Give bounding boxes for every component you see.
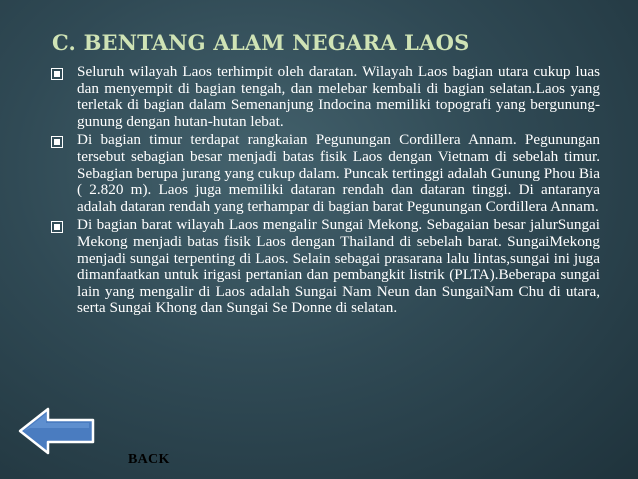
left-arrow-icon: [20, 409, 93, 453]
square-bullet-icon: [51, 136, 63, 148]
bullet-item: [48, 132, 600, 215]
bullet-item: [48, 217, 600, 317]
bullet-text: Di bagian barat wilayah Laos mengalir Sungai Mekong. Sebagaian besar jalurSungai Mekong menjadi batas fisik Laos dengan Thailand di sebelah barat. SungaiMekong menjadi sungai terpenting di Laos. Selain sebagai prasarana lalu lintas,sungai ini juga dimanfaatkan untuk irigasi pertanian dan pembangkit listrik (PLTA).Beberapa sungai lain yang mengalir di Laos adalah Sungai Nam Neun dan SungaiNam Chu di utara, serta Sungai Khong dan Sungai Se Donne di selatan.: [77, 216, 600, 317]
bullet-text: Seluruh wilayah Laos terhimpit oleh daratan. Wilayah Laos bagian utara cukup luas dan menyempit di bagian tengah, dan melebar kembali di bagian selatan.Laos yang terletak di bagian dalam Semenanjung Indocina memiliki topografi yang bergunung-gunung dengan hutan-hutan lebat.: [77, 63, 600, 130]
square-bullet-icon: [51, 221, 63, 233]
slide-title: C. BENTANG ALAM NEGARA LAOS: [52, 30, 470, 55]
bullet-list: [48, 64, 600, 319]
back-arrow-button[interactable]: [18, 406, 96, 456]
square-bullet-icon: [51, 68, 63, 80]
bullet-item: [48, 64, 600, 130]
bullet-text: Di bagian timur terdapat rangkaian Pegunungan Cordillera Annam. Pegunungan tersebut sebagian besar menjadi batas fisik Laos dengan Vietnam di sebelah timur. Sebagian berupa jurang yang cukup dalam. Puncak tertinggi adalah Gunung Phou Bia ( 2.820 m). Laos juga memiliki dataran rendah dan dataran tinggi. Di antaranya adalah dataran rendah yang terhampar di bagian barat Pegunungan Cordillera Annam.: [77, 131, 600, 215]
back-link[interactable]: BACK: [128, 452, 170, 467]
